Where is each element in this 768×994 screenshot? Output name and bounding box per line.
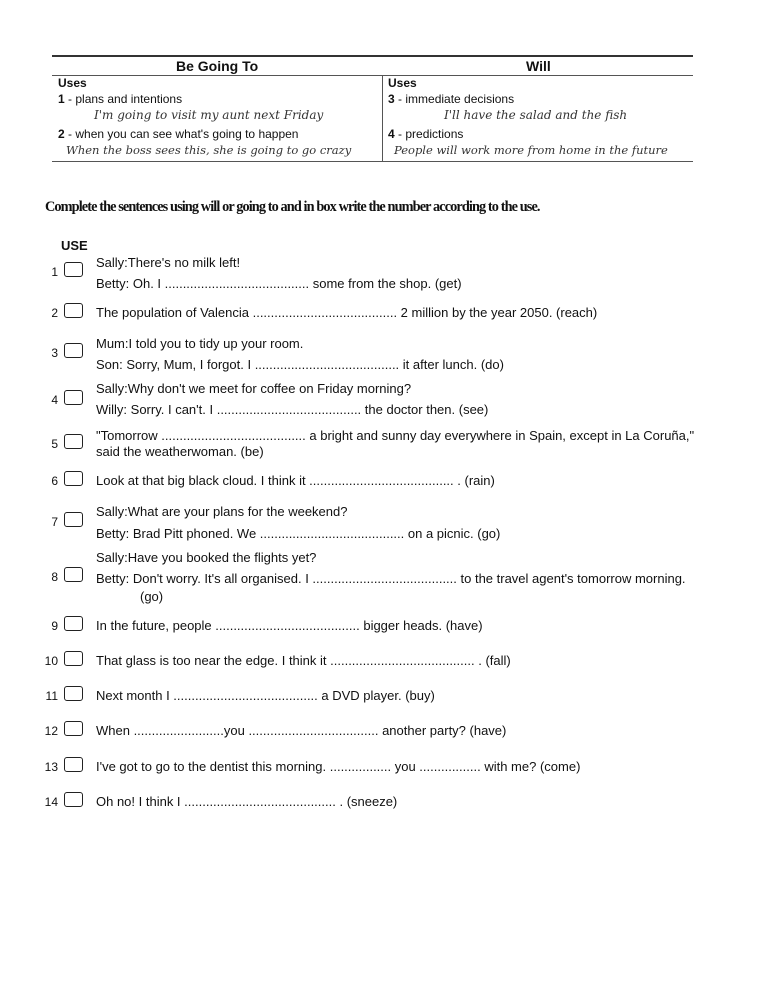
use-1	[58, 92, 182, 106]
use-answer-box-11[interactable]	[64, 686, 83, 701]
use-2	[58, 127, 298, 141]
use-answer-box-1[interactable]	[64, 262, 83, 277]
use-answer-box-4[interactable]	[64, 390, 83, 405]
item-line: I've got to go to the dentist this morning. ................. you ................. with me? (come)	[96, 759, 581, 774]
item-line: Sally:There's no milk left!	[96, 255, 241, 270]
use-3-text: - immediate decisions	[398, 92, 515, 106]
item-line: Betty: Brad Pitt phoned. We ........................................ on a picnic. (go)	[96, 526, 501, 541]
item-number: 3	[51, 346, 58, 360]
use-answer-box-12[interactable]	[64, 721, 83, 736]
use-column-header: USE	[61, 238, 88, 253]
table-column-divider	[382, 75, 383, 161]
use-answer-box-9[interactable]	[64, 616, 83, 631]
use-answer-box-3[interactable]	[64, 343, 83, 358]
item-number: 7	[51, 515, 58, 529]
item-number: 12	[44, 724, 58, 738]
item-line: Son: Sorry, Mum, I forgot. I ........................................ it after lunch. (do)	[96, 357, 504, 372]
item-number: 9	[51, 619, 58, 633]
example-4: People will work more from home in the future	[394, 143, 668, 157]
item-line: Betty: Oh. I ........................................ some from the shop. (get)	[96, 276, 462, 291]
table-header-rule	[52, 75, 693, 76]
use-4-text: - predictions	[398, 127, 464, 141]
use-answer-box-6[interactable]	[64, 471, 83, 486]
will-title: Will	[526, 58, 551, 74]
item-line: Oh no! I think I .......................................... . (sneeze)	[96, 794, 398, 809]
item-number: 2	[51, 306, 58, 320]
table-bottom-rule	[52, 161, 693, 162]
item-line: Sally:What are your plans for the weekend?	[96, 504, 348, 519]
use-answer-box-5[interactable]	[64, 434, 83, 449]
item-number: 6	[51, 474, 58, 488]
use-3	[388, 92, 514, 106]
item-line: Mum:I told you to tidy up your room.	[96, 336, 304, 351]
will-uses-label: Uses	[388, 76, 417, 90]
use-3-number: 3	[388, 92, 395, 106]
use-4-number: 4	[388, 127, 395, 141]
item-number: 1	[51, 265, 58, 279]
item-number: 10	[44, 654, 58, 668]
item-number: 8	[51, 570, 58, 584]
use-4	[388, 127, 463, 141]
item-number: 13	[44, 760, 58, 774]
table-top-rule	[52, 55, 693, 57]
item-number: 11	[45, 689, 58, 703]
item-line: (go)	[140, 589, 164, 604]
item-number: 5	[51, 437, 58, 451]
item-line: Look at that big black cloud. I think it ........................................ . (rain)	[96, 473, 495, 488]
use-answer-box-7[interactable]	[64, 512, 83, 527]
item-line: Sally:Why don't we meet for coffee on Friday morning?	[96, 381, 412, 396]
item-line: said the weatherwoman. (be)	[96, 444, 264, 459]
item-line: "Tomorrow ........................................ a bright and sunny day everywhere in Spain, except in La Coruña,"	[96, 428, 695, 443]
item-line: Betty: Don't worry. It's all organised. I ........................................ to the travel agent's tomorrow morning.	[96, 571, 686, 586]
item-line: Willy: Sorry. I can't. I ........................................ the doctor then. (see)	[96, 402, 489, 417]
going-to-uses-label: Uses	[58, 76, 87, 90]
use-1-text: - plans and intentions	[68, 92, 183, 106]
going-to-title: Be Going To	[176, 58, 259, 74]
item-line: The population of Valencia ........................................ 2 million by the year 2050. (reach)	[96, 305, 598, 320]
use-answer-box-8[interactable]	[64, 567, 83, 582]
use-answer-box-13[interactable]	[64, 757, 83, 772]
use-2-number: 2	[58, 127, 65, 141]
use-2-text: - when you can see what's going to happen	[68, 127, 299, 141]
item-number: 4	[51, 393, 58, 407]
item-line: Next month I ........................................ a DVD player. (buy)	[96, 688, 435, 703]
item-line: That glass is too near the edge. I think it ........................................ . (fall)	[96, 653, 511, 668]
example-2: When the boss sees this, she is going to go crazy	[66, 143, 352, 157]
item-line: In the future, people ........................................ bigger heads. (have)	[96, 618, 483, 633]
use-1-number: 1	[58, 92, 65, 106]
reference-table	[52, 55, 693, 163]
example-1: I'm going to visit my aunt next Friday	[94, 108, 324, 122]
example-3: I'll have the salad and the fish	[444, 108, 628, 122]
instruction: Complete the sentences using will or going to and in box write the number according to the use.	[45, 199, 540, 215]
use-answer-box-14[interactable]	[64, 792, 83, 807]
use-answer-box-2[interactable]	[64, 303, 83, 318]
item-line: Sally:Have you booked the flights yet?	[96, 550, 317, 565]
item-line: When .........................you .................................... another party? (have)	[96, 723, 507, 738]
item-number: 14	[44, 795, 58, 809]
use-answer-box-10[interactable]	[64, 651, 83, 666]
